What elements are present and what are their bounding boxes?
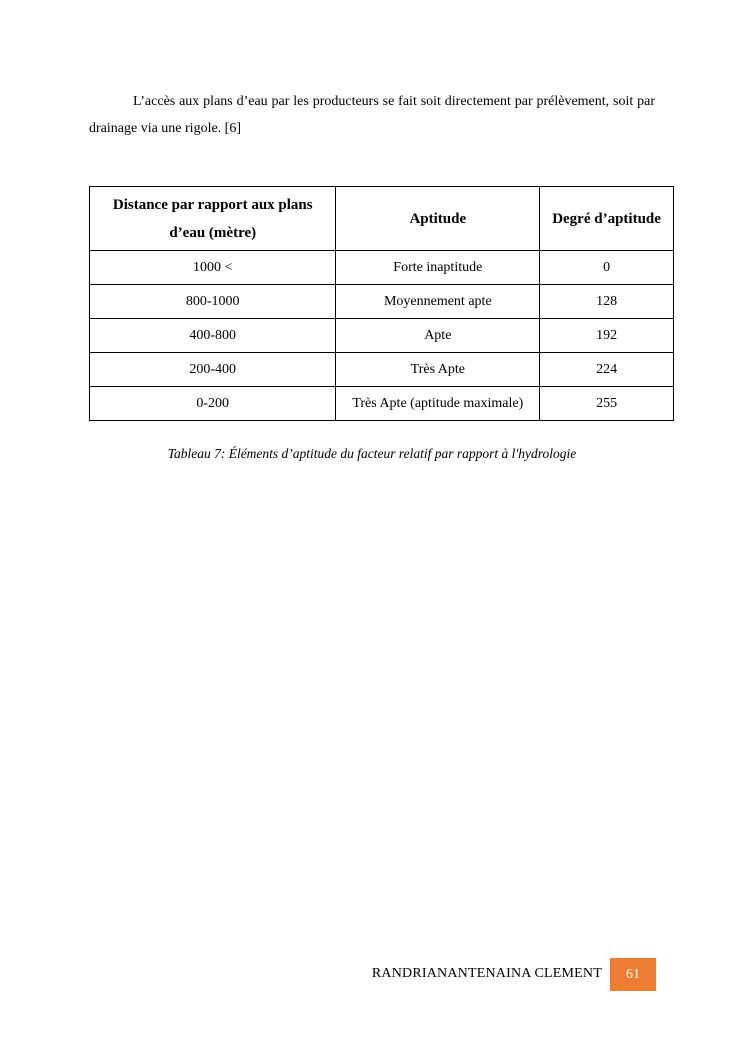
table-header-row <box>90 187 674 251</box>
cell-distance: 1000 < <box>90 251 336 285</box>
cell-degree: 192 <box>540 319 674 353</box>
suitability-table <box>89 186 674 421</box>
table-row <box>90 387 674 421</box>
table-row <box>90 319 674 353</box>
table-row <box>90 251 674 285</box>
body-paragraph: L’accès aux plans d’eau par les producteurs se fait soit directement par prélèvement, soit par drainage via une rigole. [6] <box>89 94 655 136</box>
cell-degree: 128 <box>540 285 674 319</box>
header-aptitude: Aptitude <box>336 187 540 251</box>
cell-aptitude: Moyennement apte <box>336 285 540 319</box>
cell-degree: 255 <box>540 387 674 421</box>
cell-aptitude: Apte <box>336 319 540 353</box>
table-caption: Tableau 7: Éléments d’aptitude du facteur relatif par rapport à l'hydrologie <box>167 446 577 461</box>
table-row <box>90 285 674 319</box>
cell-aptitude: Forte inaptitude <box>336 251 540 285</box>
table-row <box>90 353 674 387</box>
cell-degree: 0 <box>540 251 674 285</box>
page-number-badge: 61 <box>610 958 656 991</box>
cell-distance: 200-400 <box>90 353 336 387</box>
cell-distance: 0-200 <box>90 387 336 421</box>
cell-distance: 800-1000 <box>90 285 336 319</box>
cell-distance: 400-800 <box>90 319 336 353</box>
header-degree: Degré d’aptitude <box>540 187 674 251</box>
cell-degree: 224 <box>540 353 674 387</box>
cell-aptitude: Très Apte <box>336 353 540 387</box>
cell-aptitude: Très Apte (aptitude maximale) <box>336 387 540 421</box>
footer-author: RANDRIANANTENAINA CLEMENT <box>371 966 602 981</box>
header-distance: Distance par rapport aux plans d’eau (mètre) <box>90 187 336 251</box>
